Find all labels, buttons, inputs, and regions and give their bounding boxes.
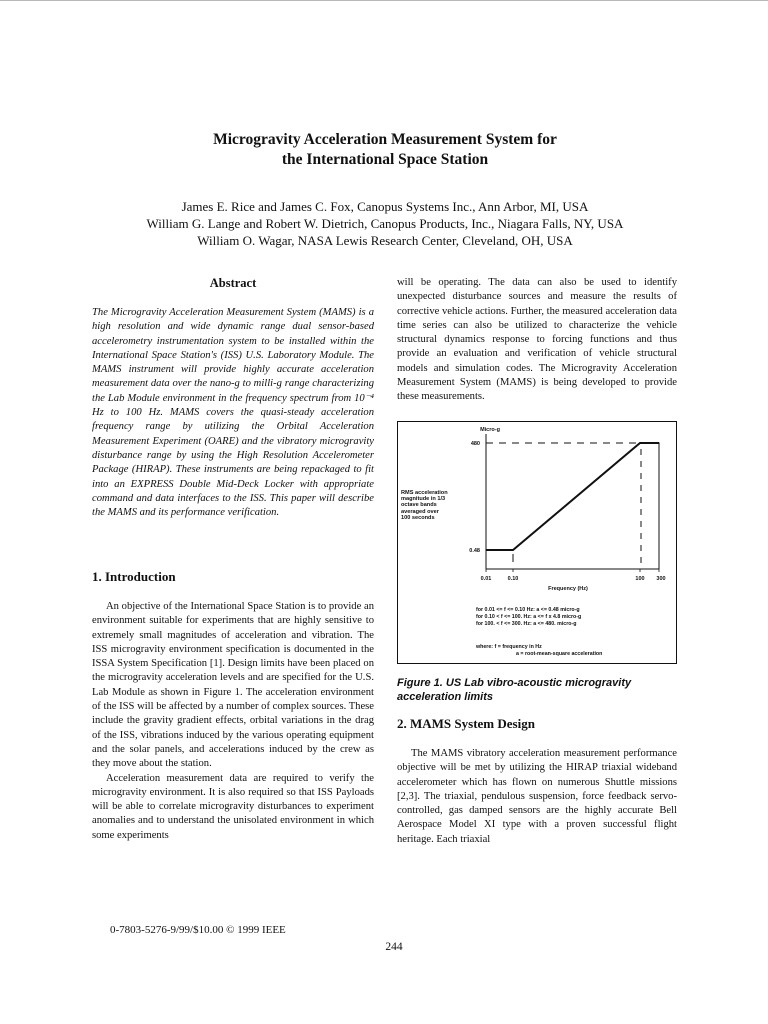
author-list xyxy=(60,198,710,249)
y-axis-label-line: averaged over xyxy=(401,508,439,515)
right-column-text: will be operating. The data can also be used to identify unexpected disturbance sources and measure the results of corrective vehicle actions. Further, the measured acceleration data time series can also be utilized to characterize the vehicle structural dynamics response to forcing functions and thus provide an evaluation and verification of vehicle structural models and simulation codes. The Microgravity Acceleration Measurement System (MAMS) is being developed to provide these measurements. xyxy=(397,277,677,403)
where-line: a = root-mean-square acceleration xyxy=(516,651,603,657)
equation-line: for 0.01 <= f <= 0.10 Hz: a <= 0.48 micro-g xyxy=(476,607,580,613)
y-axis-label-line: octave bands xyxy=(401,502,437,509)
y-axis-label-line: magnitude in 1/3 xyxy=(401,496,446,503)
author-line: William G. Lange and Robert W. Dietrich, Canopus Products, Inc., Niagara Falls, NY, USA xyxy=(146,216,624,231)
x-tick-label: 0.10 xyxy=(507,576,519,582)
title-line-1: Microgravity Acceleration Measurement System for xyxy=(213,131,557,148)
y-tick-label: 480 xyxy=(470,441,480,447)
title-line-2: the International Space Station xyxy=(281,151,489,168)
limit-equations xyxy=(476,607,581,628)
intro-paragraph-2: Acceleration measurement data are required to verify the microgravity environment. It is also required so that ISS Payloads will be able to correlate microgravity disturbances to experiment anomalies and to understand the unisolated environment in which some experiments xyxy=(92,772,374,841)
abstract-text: The Microgravity Acceleration Measurement System (MAMS) is a high resolution and wide dynamic range dual sensor-based accelerometry instrumentation system to be installed within the International Space Station's (ISS) U.S. Laboratory Module. The MAMS instrument will provide highly accurate acceleration measurement data over the nano-g to milli-g range characterizing the Lab Module environment in the frequency spectrum from 10⁻⁴ Hz to 100 Hz. MAMS covers the quasi-steady acceleration frequency range by utilizing the Orbital Acceleration Measurement Experiment (OARE) and the vibratory microgravity disturbance range by using the High Resolution Accelerometer Package (HIRAP). These instruments are being repackaged to fit into an EXPRESS Double Mid-Deck Locker with appropriate command and data interfaces to the ISS. This paper will describe the MAMS and its performance verification. xyxy=(92,307,374,519)
intro-paragraph-1: An objective of the International Space Station is to provide an environment suitable for experiments that are highly sensitive to extremely small magnitudes of acceleration and vibration. The ISS microgravity environment specification is documented in the ISSA System Specification [1]. Design limits have been placed on the microgravity acceleration levels and are specified for the U.S. Lab Module as shown in Figure 1. The acceleration environment of the ISS will be affected by a number of complex sources. These include the gravity gradient effects, orbital variations in the drag of the ISS, vibrations induced by the various operating equipment and the solar panels, and accelerations induced by the crew as they move about the station. xyxy=(92,601,374,770)
y-tick-label: 0.48 xyxy=(469,548,480,554)
limit-data-point xyxy=(485,549,486,550)
abstract-heading: Abstract xyxy=(209,276,257,290)
limit-data-point xyxy=(639,442,640,443)
paper-title xyxy=(100,130,670,170)
y-axis-label-line: 100 seconds xyxy=(401,514,435,521)
where-legend xyxy=(476,644,602,658)
copyright-line: 0-7803-5276-9/99/$10.00 © 1999 IEEE xyxy=(110,924,286,936)
where-line: where: f = frequency in Hz xyxy=(476,644,542,650)
limit-data-point xyxy=(512,549,513,550)
limit-series-line xyxy=(486,443,659,550)
mams-design-heading: 2. MAMS System Design xyxy=(397,716,535,731)
x-tick-label: 100 xyxy=(635,576,645,582)
author-line: William O. Wagar, NASA Lewis Research Center, Cleveland, OH, USA xyxy=(197,233,573,248)
x-tick-label: 0.01 xyxy=(480,576,492,582)
equation-line: for 0.10 < f <= 100. Hz: a <= f x 4.8 micro-g xyxy=(476,614,582,620)
introduction-heading: 1. Introduction xyxy=(92,569,176,584)
figure-caption: Figure 1. US Lab vibro-acoustic microgravity acceleration limits xyxy=(397,677,632,703)
mams-design-body xyxy=(397,747,677,847)
x-tick-label: 300 xyxy=(656,576,666,582)
y-axis-label xyxy=(401,490,471,521)
figure-1 xyxy=(397,421,677,664)
y-unit-label: Micro-g xyxy=(480,427,500,433)
top-border xyxy=(0,0,768,1)
author-line: James E. Rice and James C. Fox, Canopus Systems Inc., Ann Arbor, MI, USA xyxy=(181,199,589,214)
equation-line: for 100. < f <= 300. Hz: a <= 480. micro-g xyxy=(476,621,577,627)
y-axis-label-line: RMS acceleration xyxy=(401,490,448,496)
x-axis-title: Frequency (Hz) xyxy=(548,586,588,592)
page-number: 244 xyxy=(385,941,403,953)
introduction-body xyxy=(92,600,374,843)
mams-paragraph-1: The MAMS vibratory acceleration measurement performance objective will be met by utilizing the HIRAP triaxial wideband accelerometer which has flown on numerous Shuttle missions [2,3]. The triaxial, pendulous suspension, force feedback servo-controlled, gas damped sensors are the highly accurate Bell Aerospace Model XI type with a proven successful flight heritage. Each triaxial xyxy=(397,748,677,845)
